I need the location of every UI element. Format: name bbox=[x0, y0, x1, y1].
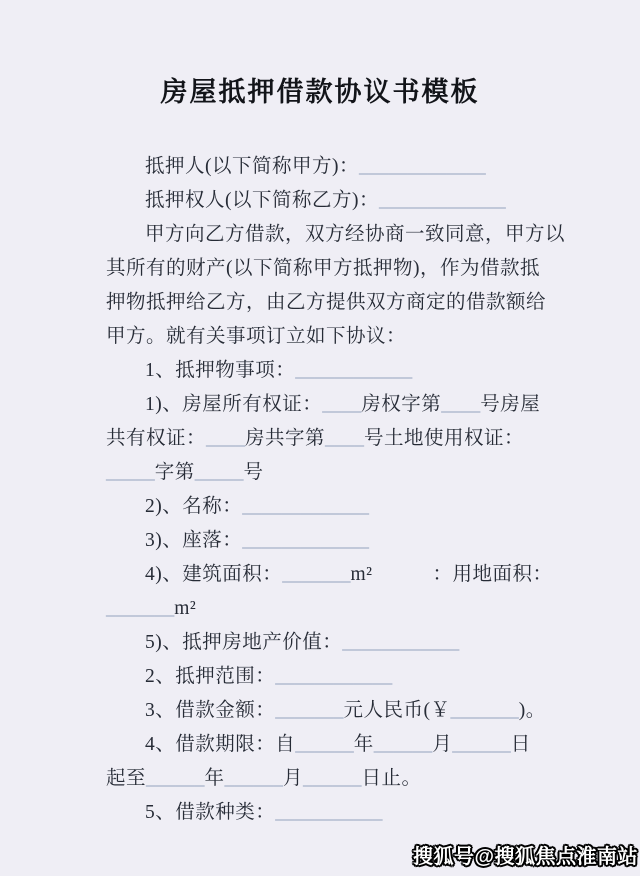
doc-line: 2、抵押范围：____________ bbox=[145, 666, 393, 687]
doc-line: 4、借款期限：自______年______月______日 bbox=[145, 734, 531, 755]
doc-line: 甲方向乙方借款，双方经协商一致同意，甲方以 bbox=[145, 224, 566, 245]
fill-in-blank: ______ bbox=[295, 734, 354, 755]
doc-line: 押物抵押给乙方，由乙方提供双方商定的借款额给 bbox=[106, 292, 547, 313]
doc-line: 3)、座落：_____________ bbox=[145, 530, 369, 551]
fill-in-blank: _______ bbox=[275, 700, 344, 721]
doc-line: _______m² bbox=[106, 598, 197, 619]
fill-in-blank: _____________ bbox=[379, 190, 506, 211]
doc-line: 1、抵押物事项：____________ bbox=[145, 360, 413, 381]
fill-in-blank: ______ bbox=[303, 768, 362, 789]
fill-in-blank: ____________ bbox=[275, 666, 393, 687]
doc-line: 4)、建筑面积：_______m² ：用地面积： bbox=[145, 564, 553, 585]
doc-line: 其所有的财产(以下简称甲方抵押物)，作为借款抵 bbox=[106, 258, 540, 279]
fill-in-blank: ____ bbox=[322, 394, 362, 415]
fill-in-blank: _____________ bbox=[242, 496, 369, 517]
fill-in-blank: _____________ bbox=[242, 530, 369, 551]
fill-in-blank: ____ bbox=[206, 428, 246, 449]
fill-in-blank: _______ bbox=[106, 598, 175, 619]
fill-in-blank: ______ bbox=[224, 768, 284, 789]
fill-in-blank: ______ bbox=[146, 768, 205, 789]
doc-line: 3、借款金额：_______元人民币(￥_______)。 bbox=[145, 700, 546, 721]
fill-in-blank: ___________ bbox=[275, 802, 383, 823]
fill-in-blank: ____ bbox=[441, 394, 481, 415]
fill-in-blank: ____ bbox=[325, 428, 365, 449]
fill-in-blank: _______ bbox=[450, 700, 519, 721]
doc-line: 起至______年______月______日止。 bbox=[106, 768, 422, 789]
doc-line: 共有权证：____房共字第____号土地使用权证： bbox=[106, 428, 525, 449]
doc-line: 2)、名称：_____________ bbox=[145, 496, 369, 517]
doc-line: 5)、抵押房地产价值：____________ bbox=[145, 632, 460, 653]
fill-in-blank: _____ bbox=[194, 462, 244, 483]
doc-line: 抵押权人(以下简称乙方)：_____________ bbox=[145, 190, 506, 211]
fill-in-blank: ____________ bbox=[342, 632, 460, 653]
sohu-watermark: 搜狐号@搜狐焦点淮南站 bbox=[412, 846, 638, 868]
fill-in-blank: ______ bbox=[373, 734, 433, 755]
document-body bbox=[0, 150, 640, 830]
fill-in-blank: _______ bbox=[282, 564, 351, 585]
fill-in-blank: ____________ bbox=[295, 360, 413, 381]
doc-line: 抵押人(以下简称甲方)：_____________ bbox=[145, 156, 486, 177]
doc-line: 甲方。就有关事项订立如下协议： bbox=[106, 326, 407, 347]
doc-line: 5、借款种类：___________ bbox=[145, 802, 383, 823]
document-title: 房屋抵押借款协议书模板 bbox=[160, 77, 480, 107]
fill-in-blank: _____ bbox=[106, 462, 155, 483]
fill-in-blank: ______ bbox=[452, 734, 511, 755]
doc-line: 1)、房屋所有权证：____房权字第____号房屋 bbox=[145, 394, 541, 415]
fill-in-blank: _____________ bbox=[359, 156, 486, 177]
doc-line: _____字第_____号 bbox=[106, 462, 264, 483]
